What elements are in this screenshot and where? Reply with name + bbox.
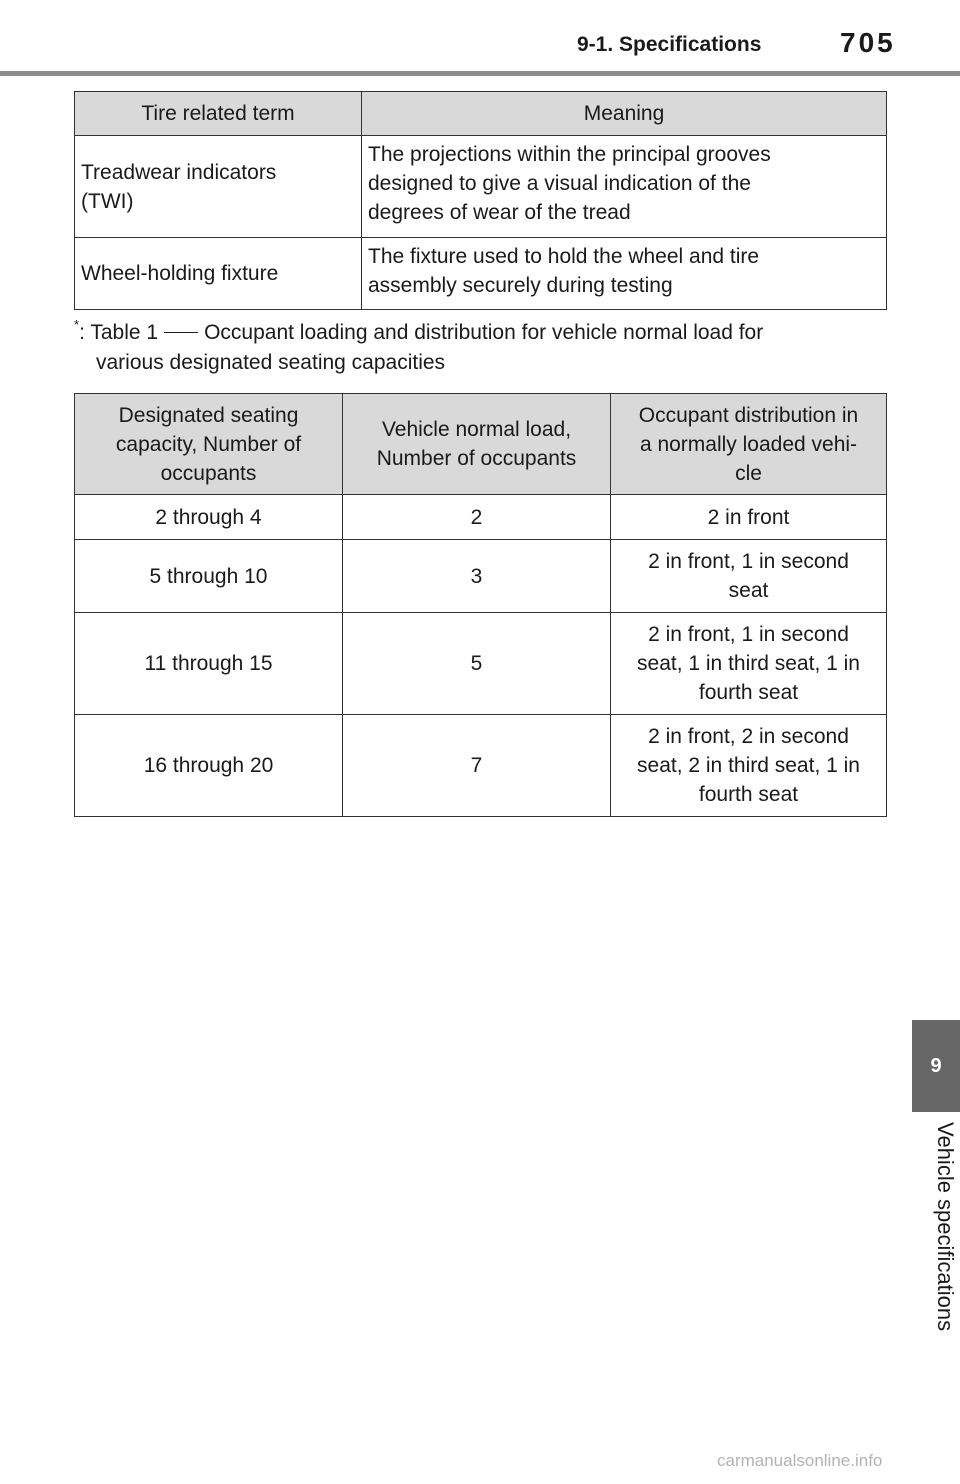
table-row [75, 540, 887, 613]
header-line: occupants [160, 461, 257, 485]
footnote-line: various designated seating capacities [96, 351, 446, 374]
header-divider [0, 71, 960, 76]
capacity-cell: 5 through 10 [75, 540, 343, 613]
footnote-lead: : Table 1 [79, 321, 159, 344]
meaning-line: degrees of wear of the tread [368, 201, 631, 224]
distribution-cell [611, 715, 887, 817]
footnote-text: Occupant loading and distribution for vehicle normal load for [204, 321, 764, 344]
header-line: Occupant distribution in [638, 403, 859, 427]
footnote-line [74, 318, 886, 348]
normal-load-cell: 2 [343, 495, 611, 540]
distribution-cell [611, 540, 887, 613]
term-cell [75, 238, 362, 310]
column-header-distribution [611, 394, 887, 495]
normal-load-cell: 3 [343, 540, 611, 613]
section-title: 9-1. Specifications [577, 33, 762, 56]
table-row [75, 495, 887, 540]
normal-load-cell: 5 [343, 613, 611, 715]
distribution-line: 2 in front, 2 in second [648, 725, 849, 748]
chapter-label: Vehicle specifications [933, 1122, 958, 1332]
tire-terms-table [74, 91, 887, 310]
table-header-row [75, 394, 887, 495]
distribution-line: fourth seat [698, 783, 799, 806]
header-line: Designated seating [118, 403, 299, 427]
watermark: carmanualsonline.info [717, 1451, 883, 1470]
column-header-term: Tire related term [75, 92, 362, 136]
header-line: Number of occupants [376, 447, 577, 470]
distribution-line: fourth seat [698, 681, 799, 704]
distribution-cell [611, 495, 887, 540]
term-line: (TWI) [81, 189, 134, 213]
meaning-cell [362, 238, 887, 310]
meaning-line: designed to give a visual indication of the [368, 172, 751, 195]
column-header-capacity [75, 394, 343, 495]
header-line: cle [735, 461, 762, 485]
column-header-normal-load [343, 394, 611, 495]
distribution-line: seat [728, 579, 769, 602]
header-line: capacity, Number of [115, 432, 302, 456]
table-row [75, 136, 887, 238]
distribution-line: 2 in front, 1 in second [648, 623, 849, 646]
capacity-cell: 11 through 15 [75, 613, 343, 715]
meaning-line: The projections within the principal grooves [368, 143, 771, 166]
chapter-tab: 9 [912, 1020, 960, 1112]
distribution-line: 2 in front, 1 in second [648, 550, 849, 573]
capacity-cell: 16 through 20 [75, 715, 343, 817]
seating-capacity-table [74, 393, 887, 817]
dash-rule [164, 332, 198, 333]
table-header-row [75, 92, 887, 136]
term-line: Wheel-holding fixture [81, 262, 279, 285]
header-line: Vehicle normal load, [381, 418, 572, 441]
term-cell [75, 136, 362, 238]
distribution-line: seat, 1 in third seat, 1 in [637, 652, 860, 675]
term-line: Treadwear indicators [81, 160, 277, 184]
page-number: 705 [840, 27, 896, 58]
distribution-cell [611, 613, 887, 715]
normal-load-cell: 7 [343, 715, 611, 817]
meaning-line: The fixture used to hold the wheel and tire [368, 245, 760, 268]
footnote-marker: * [74, 317, 80, 332]
meaning-line: assembly securely during testing [368, 274, 673, 297]
column-header-meaning: Meaning [362, 92, 887, 136]
header-line: a normally loaded vehi- [639, 432, 858, 456]
meaning-cell [362, 136, 887, 238]
table-row [75, 613, 887, 715]
distribution-line: 2 in front [707, 505, 790, 529]
table-row [75, 715, 887, 817]
capacity-cell: 2 through 4 [75, 495, 343, 540]
table-row [75, 238, 887, 310]
footnote [74, 318, 886, 378]
distribution-line: seat, 2 in third seat, 1 in [637, 754, 860, 777]
